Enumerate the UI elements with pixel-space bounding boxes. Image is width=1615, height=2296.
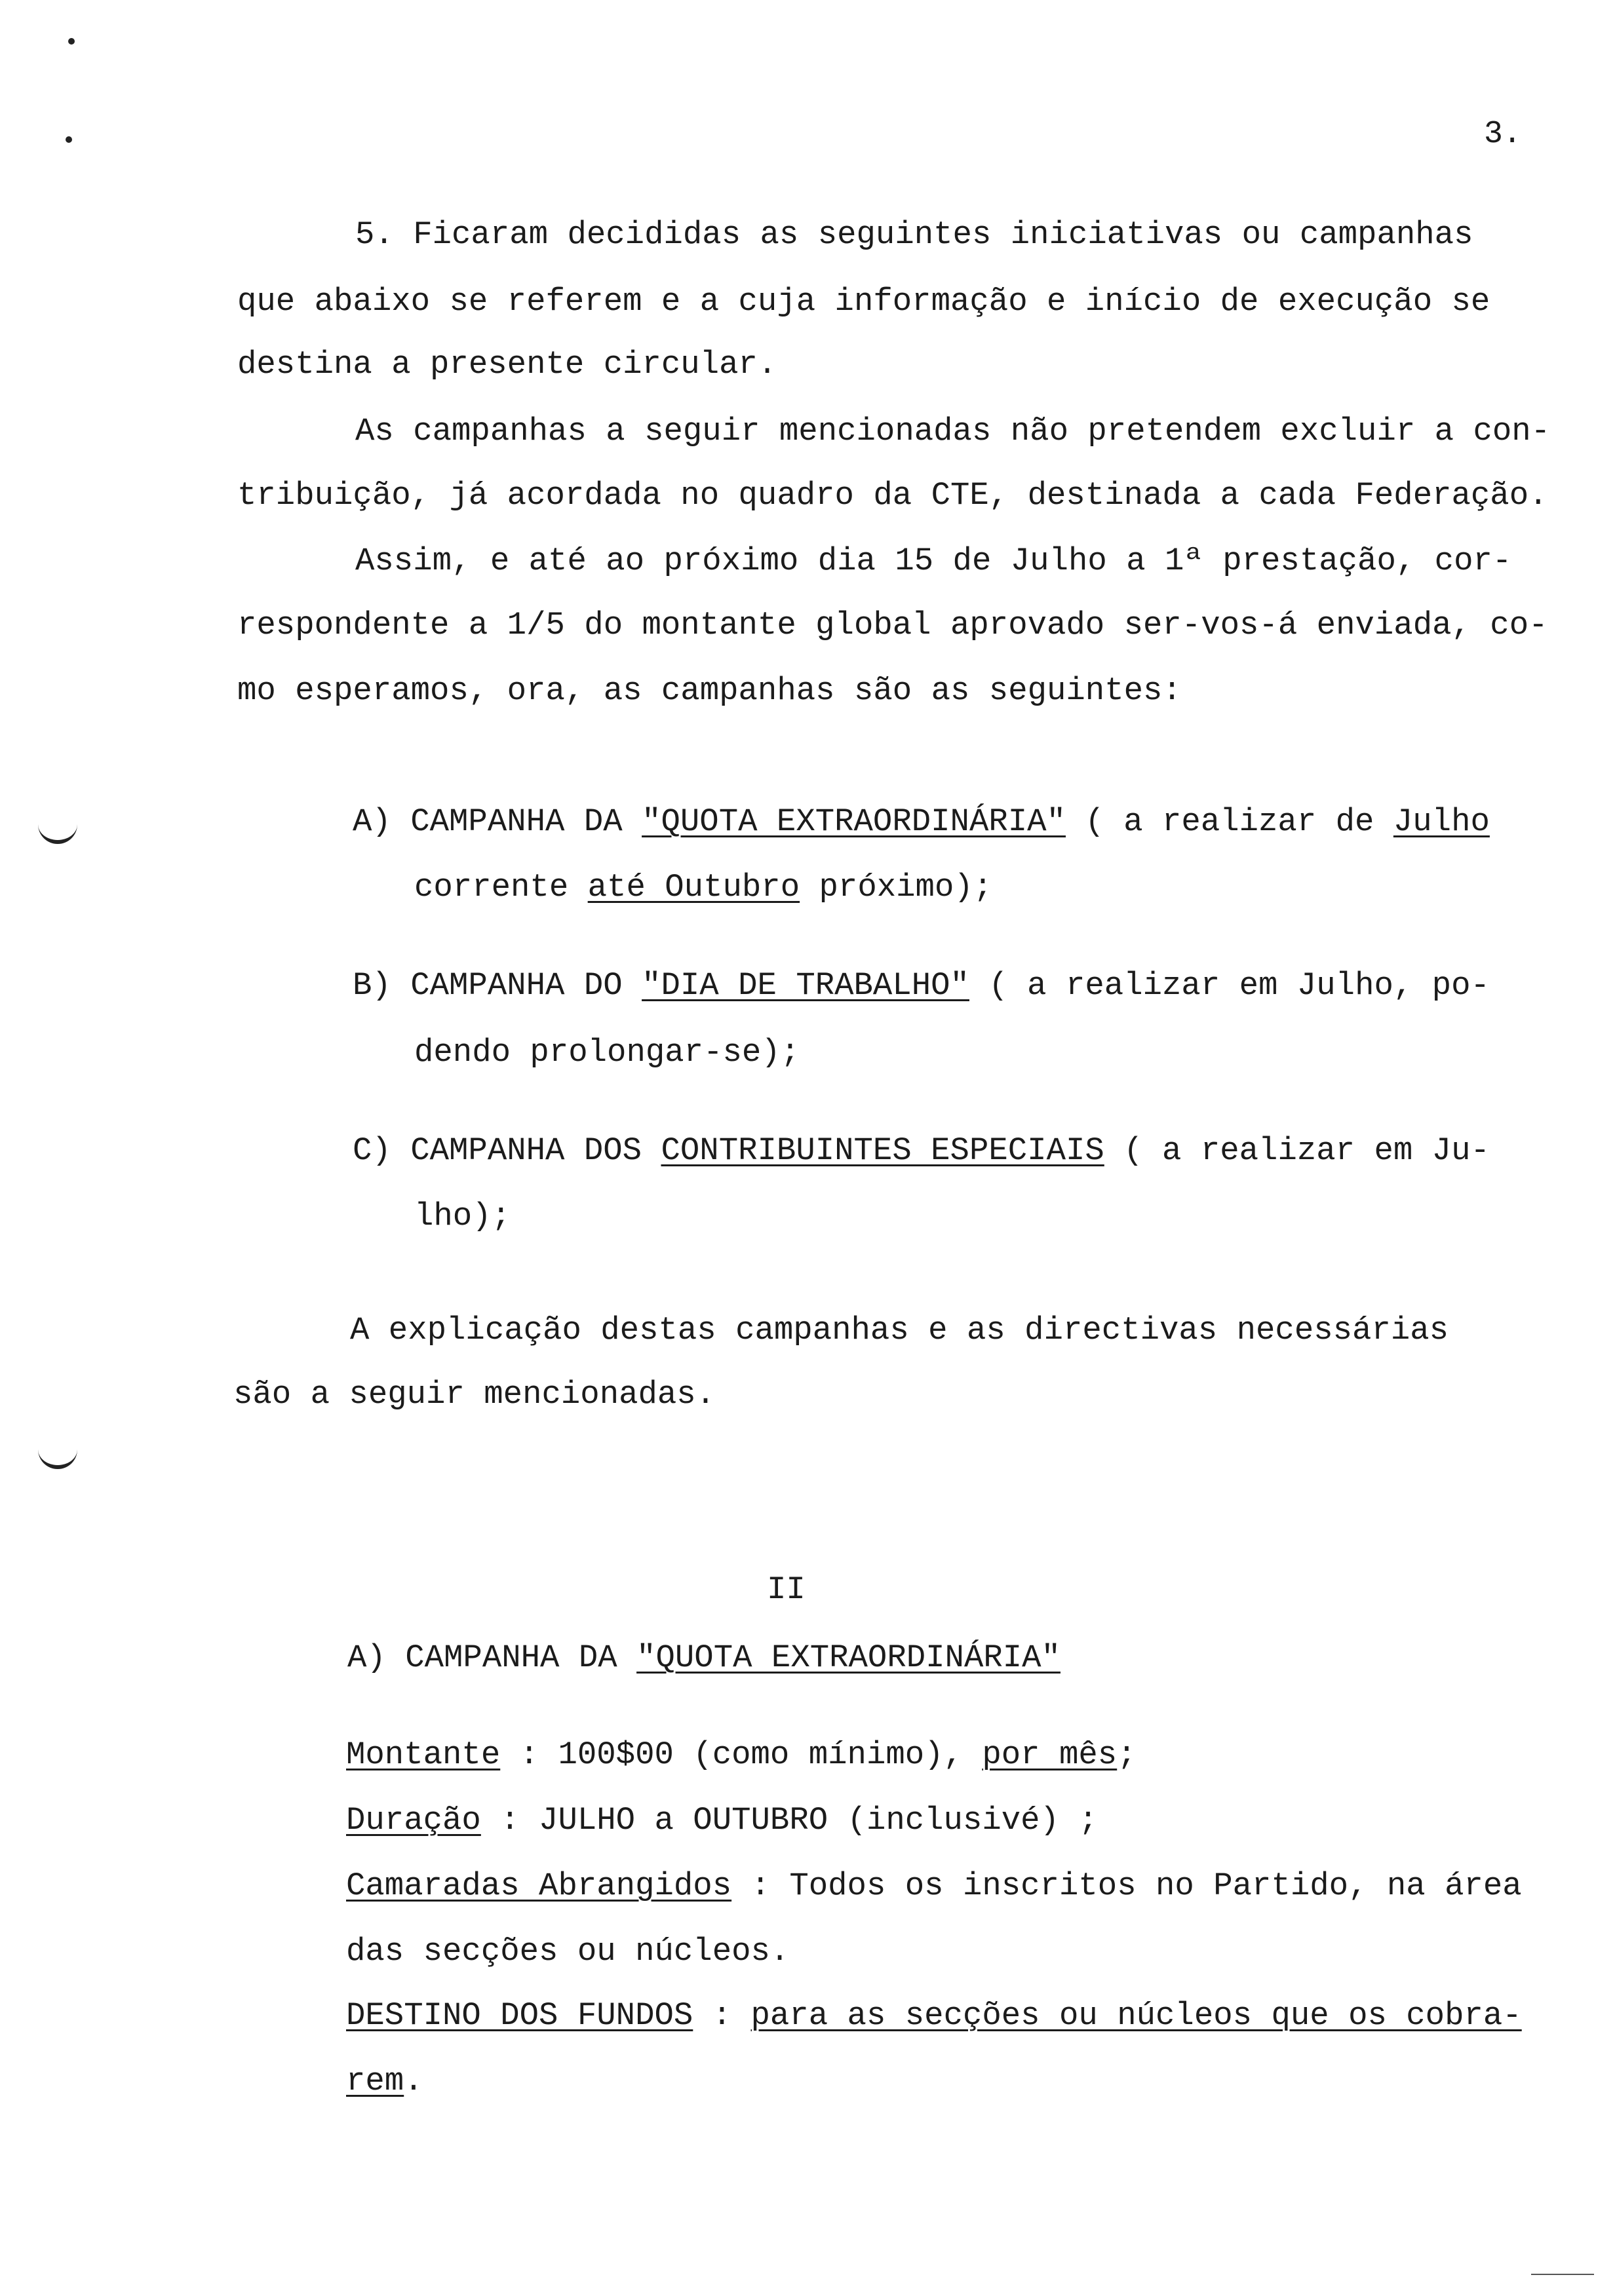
camaradas-value: : Todos os inscritos no Partido, na área [731,1867,1522,1904]
section-title [347,1639,1060,1676]
scan-dot [66,136,72,143]
montante-value: : 100$00 (como mínimo), [500,1736,983,1773]
campaign-a-l2-post: próximo); [800,869,993,906]
campaign-c-prefix: C) CAMPANHA DOS [353,1132,661,1169]
campaign-a-mid: ( a realizar de [1065,803,1393,840]
paragraph-line: A explicação destas campanhas e as directivas necessárias [350,1312,1449,1349]
page-number: 3. [1484,117,1522,152]
destino-end: . [404,2063,423,2099]
campaign-a-period: até Outubro [587,869,800,906]
montante-label: Montante [346,1736,501,1773]
paragraph-line: que abaixo se referem e a cuja informação e início de execução se [237,283,1490,320]
campaign-b-line [353,967,1490,1004]
campaign-a-l2-pre: corrente [414,869,588,906]
montante-period: por mês [982,1736,1118,1773]
paragraph-line: destina a presente circular. [237,346,777,383]
destino-label: DESTINO DOS FUNDOS [346,1997,693,2034]
field-duracao [346,1802,1098,1839]
campaign-c-line [353,1132,1490,1169]
field-camaradas [346,1867,1522,1904]
campaign-a-month: Julho [1393,803,1490,840]
campaign-b-post: ( a realizar em Julho, po- [969,967,1490,1004]
section-title-name: "QUOTA EXTRAORDINÁRIA" [636,1639,1060,1676]
section-title-prefix: A) CAMPANHA DA [347,1639,637,1676]
paragraph-line: tribuição, já acordada no quadro da CTE, destinada a cada Federação. [237,477,1548,514]
scan-line [1531,2274,1594,2275]
section-heading: II [767,1571,806,1608]
scan-dot [68,38,75,45]
montante-end: ; [1117,1736,1137,1773]
destino-value: para as secções ou núcleos que os cobra- [750,1997,1522,2034]
duracao-label: Duração [346,1802,481,1839]
campaign-c-post: ( a realizar em Ju- [1104,1132,1490,1169]
paragraph-line: são a seguir mencionadas. [233,1376,716,1413]
paragraph-line: As campanhas a seguir mencionadas não pretendem excluir a con- [355,413,1551,450]
campaign-b-prefix: B) CAMPANHA DO [353,967,642,1004]
campaign-b-line-2: dendo prolongar-se); [414,1034,800,1071]
campaign-a-name: "QUOTA EXTRAORDINÁRIA" [642,803,1066,840]
campaign-a-line-2 [414,871,992,904]
destino-sep: : [693,1997,751,2034]
destino-value-cont: rem [346,2063,404,2099]
paragraph-line: respondente a 1/5 do montante global aprovado ser-vos-á enviada, co- [237,607,1548,643]
campaign-c-name: CONTRIBUINTES ESPECIAIS [661,1132,1104,1169]
paragraph-line: mo esperamos, ora, as campanhas são as seguintes: [237,672,1182,709]
campaign-c-line-2: lho); [414,1198,511,1234]
field-camaradas-line-2: das secções ou núcleos. [346,1933,790,1970]
punch-hole-mark [38,1448,77,1469]
duracao-value: : JULHO a OUTUBRO (inclusivé) ; [480,1802,1098,1839]
paragraph-line: Assim, e até ao próximo dia 15 de Julho a 1ª prestação, cor- [355,543,1512,579]
campaign-b-name: "DIA DE TRABALHO" [642,967,969,1004]
punch-hole-mark [38,823,77,844]
campaign-a-prefix: A) CAMPANHA DA [353,803,642,840]
campaign-a-line [353,803,1490,840]
field-montante [346,1736,1137,1773]
camaradas-label: Camaradas Abrangidos [346,1867,732,1904]
field-destino-line-2 [346,2065,423,2097]
field-destino [346,1997,1522,2034]
paragraph-line: 5. Ficaram decididas as seguintes iniciativas ou campanhas [355,216,1473,253]
